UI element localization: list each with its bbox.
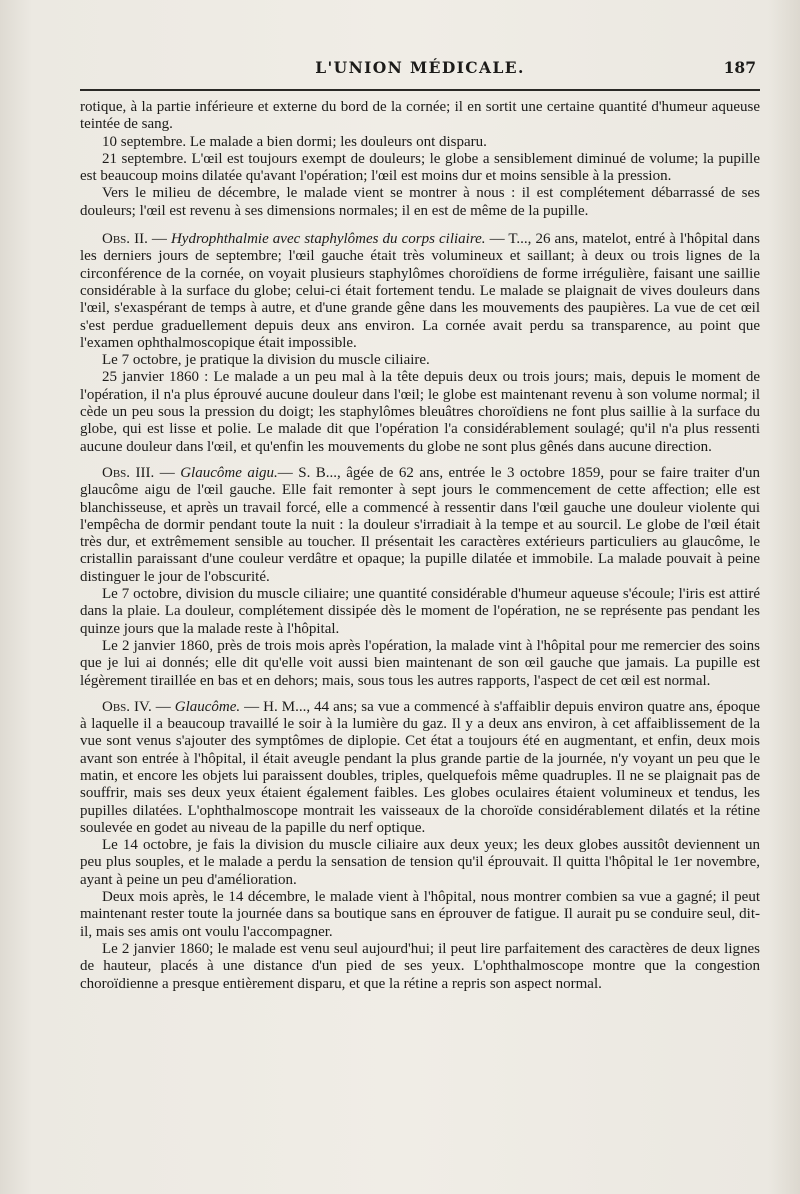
observation-text: — H. M..., 44 ans; sa vue a commencé à s'affaiblir depuis environ quatre ans, époque à laquelle il a beaucoup travaillé le soir à la lumière du gaz. Il y a deux ans environ, à cet affaiblissement de la vue sont venus s'ajouter des symptômes de diplopie. Cet état a toujours été en augmentant, et enfin, deux mois avant son entrée à l'hôpital, il était aveugle pendant la plus grande partie de la journée, n'y voyant un peu que le matin, et encore les objets lui paraissent doubles, triples, quelquefois même quadruples. Il ne se plaignait pas de souffrir, mais ses deux yeux étaient également faibles. Les globes oculaires étaient volumineux et tendus, les pupilles dilatées. L'ophthalmoscope montrait les vaisseaux de la choroïde considérablement dilatés et la rétine soulevée en godet au niveau de la papille du nerf optique.: [80, 698, 760, 836]
article-body: [80, 99, 760, 993]
observation-label: Obs. IV.: [102, 698, 152, 715]
observation-title: Glaucôme.: [174, 698, 241, 715]
paragraph: Le 14 octobre, je fais la division du muscle ciliaire aux deux yeux; les deux globes aussitôt deviennent un peu plus souples, et le malade a perdu la sensation de tension qu'il éprouvait. Il quitta l'hôpital le 1er novembre, ayant à peine un peu d'amélioration.: [80, 837, 760, 888]
observation-label: Obs. III.: [102, 464, 155, 481]
header-rule: [80, 89, 760, 91]
paragraph: 10 septembre. Le malade a bien dormi; les douleurs ont disparu.: [102, 133, 487, 150]
paragraph: Le 7 octobre, division du muscle ciliaire; une quantité considérable d'humeur aqueuse s'écoule; l'iris est attiré dans la plaie. La douleur, complétement dissipée dès le moment de l'opération, ne se représente pas pendant les quinze jours que la malade reste à l'hôpital.: [80, 586, 760, 637]
observation-dash: —: [154, 464, 181, 481]
paragraph: Le 2 janvier 1860, près de trois mois après l'opération, la malade vint à l'hôpital pour me remercier des soins que je lui ai donnés; elle dit qu'elle voit aussi bien maintenant de son œil gauche que jamais. La pupille est légèrement tiraillée en bas et en dehors; mais, sous tous les autres rapports, l'aspect de cet œil est normal.: [80, 637, 760, 689]
observation-paragraph: [80, 465, 760, 586]
observation-title: Hydrophthalmie avec staphylômes du corps ciliaire.: [170, 231, 486, 248]
observation-paragraph: [80, 231, 760, 352]
running-title: L'UNION MÉDICALE.: [315, 58, 525, 77]
paragraph: Le 2 janvier 1860; le malade est venu seul aujourd'hui; il peut lire parfaitement des caractères de deux lignes de hauteur, placés à une distance d'un pied de ses yeux. L'ophthalmoscope montre que la congestion choroïdienne a presque entièrement disparu, et que la rétine a repris son aspect normal.: [80, 940, 760, 992]
observation-dash: —: [151, 698, 175, 715]
paragraph: Vers le milieu de décembre, le malade vient se montrer à nous : il est complétement débarrassé de ses douleurs; l'œil est revenu à ses dimensions normales; il en est de même de la pupille.: [80, 185, 760, 219]
paragraph: Deux mois après, le 14 décembre, le malade vient à l'hôpital, nous montrer combien sa vue a gagné; il peut maintenant rester toute la journée dans sa boutique sans en éprouver de fatigue. Il aurait pu se conduire seul, dit-il, mais ses amis ont voulu l'accompagner.: [80, 889, 760, 940]
observation-text: — S. B..., âgée de 62 ans, entrée le 3 octobre 1859, pour se faire traiter d'un glaucôme aigu de l'œil gauche. Elle fait remonter à sept jours le commencement de cette affection; elle est blanchisseuse, et après un travail forcé, elle a commencé à ressentir dans l'œil gauche une douleur violente qui l'empêcha de dormir pendant toute la nuit : la douleur s'irradiait à la tempe et au sourcil. Le globe de l'œil était très dur, et extrêmement sensible au toucher. Il présentait les caractères extérieurs particuliers au glaucôme, le cristallin paraissant d'une couleur verdâtre et opaque; la pupille dilatée et immobile. La malade pouvait à peine distinguer le jour de l'obscurité.: [80, 464, 760, 585]
observation-dash: —: [147, 231, 171, 248]
paragraph: Le 7 octobre, je pratique la division du muscle ciliaire.: [102, 352, 430, 369]
observation-label: Obs. II.: [102, 231, 148, 248]
paragraph: 25 janvier 1860 : Le malade a un peu mal à la tête depuis deux ou trois jours; mais, depuis le moment de l'opération, il n'a plus éprouvé aucune douleur dans l'œil; le globe est maintenant revenu à son volume normal; il cède un peu sous la pression du doigt; les staphylômes bleuâtres choroïdiens ne font plus saillie à la surface du globe, qui est lisse et polie. Le malade dit que l'opération l'a considérablement soulagé; qu'il n'a plus ressenti aucune douleur dans l'œil, et qu'enfin les mouvements du globe ne sont plus gênés dans aucune direction.: [80, 369, 760, 455]
observation-paragraph: [80, 699, 760, 837]
observation-text: — T..., 26 ans, matelot, entré à l'hôpital dans les derniers jours de septembre; l'œil gauche était très volumineux et saillant; à deux ou trois lignes de la circonférence de la cornée, on voyait plusieurs staphylômes choroïdiens de forme irrégulière, faisant une saillie considérable à la surface du globe; celui-ci était fortement tendu. Le malade se plaignait de vives douleurs dans l'œil, s'exaspérant de temps à autre, et d'une grande gêne dans les mouvements des paupières. La vue de cet œil s'est perdue graduellement depuis deux ans environ. La cornée avait perdu sa transparence, au point que l'examen ophthalmoscopique était impossible.: [80, 231, 761, 351]
observation-title: Glaucôme aigu.: [180, 464, 278, 481]
page-number: 187: [723, 58, 756, 77]
paragraph: rotique, à la partie inférieure et externe du bord de la cornée; il en sortit une certaine quantité d'humeur aqueuse teintée de sang.: [80, 99, 760, 133]
page-header: [80, 58, 760, 88]
paragraph: 21 septembre. L'œil est toujours exempt de douleurs; le globe a sensiblement diminué de volume; la pupille est beaucoup moins dilatée qu'avant l'opération; l'œil est moins dur et moins sensible à la pression.: [80, 150, 760, 185]
